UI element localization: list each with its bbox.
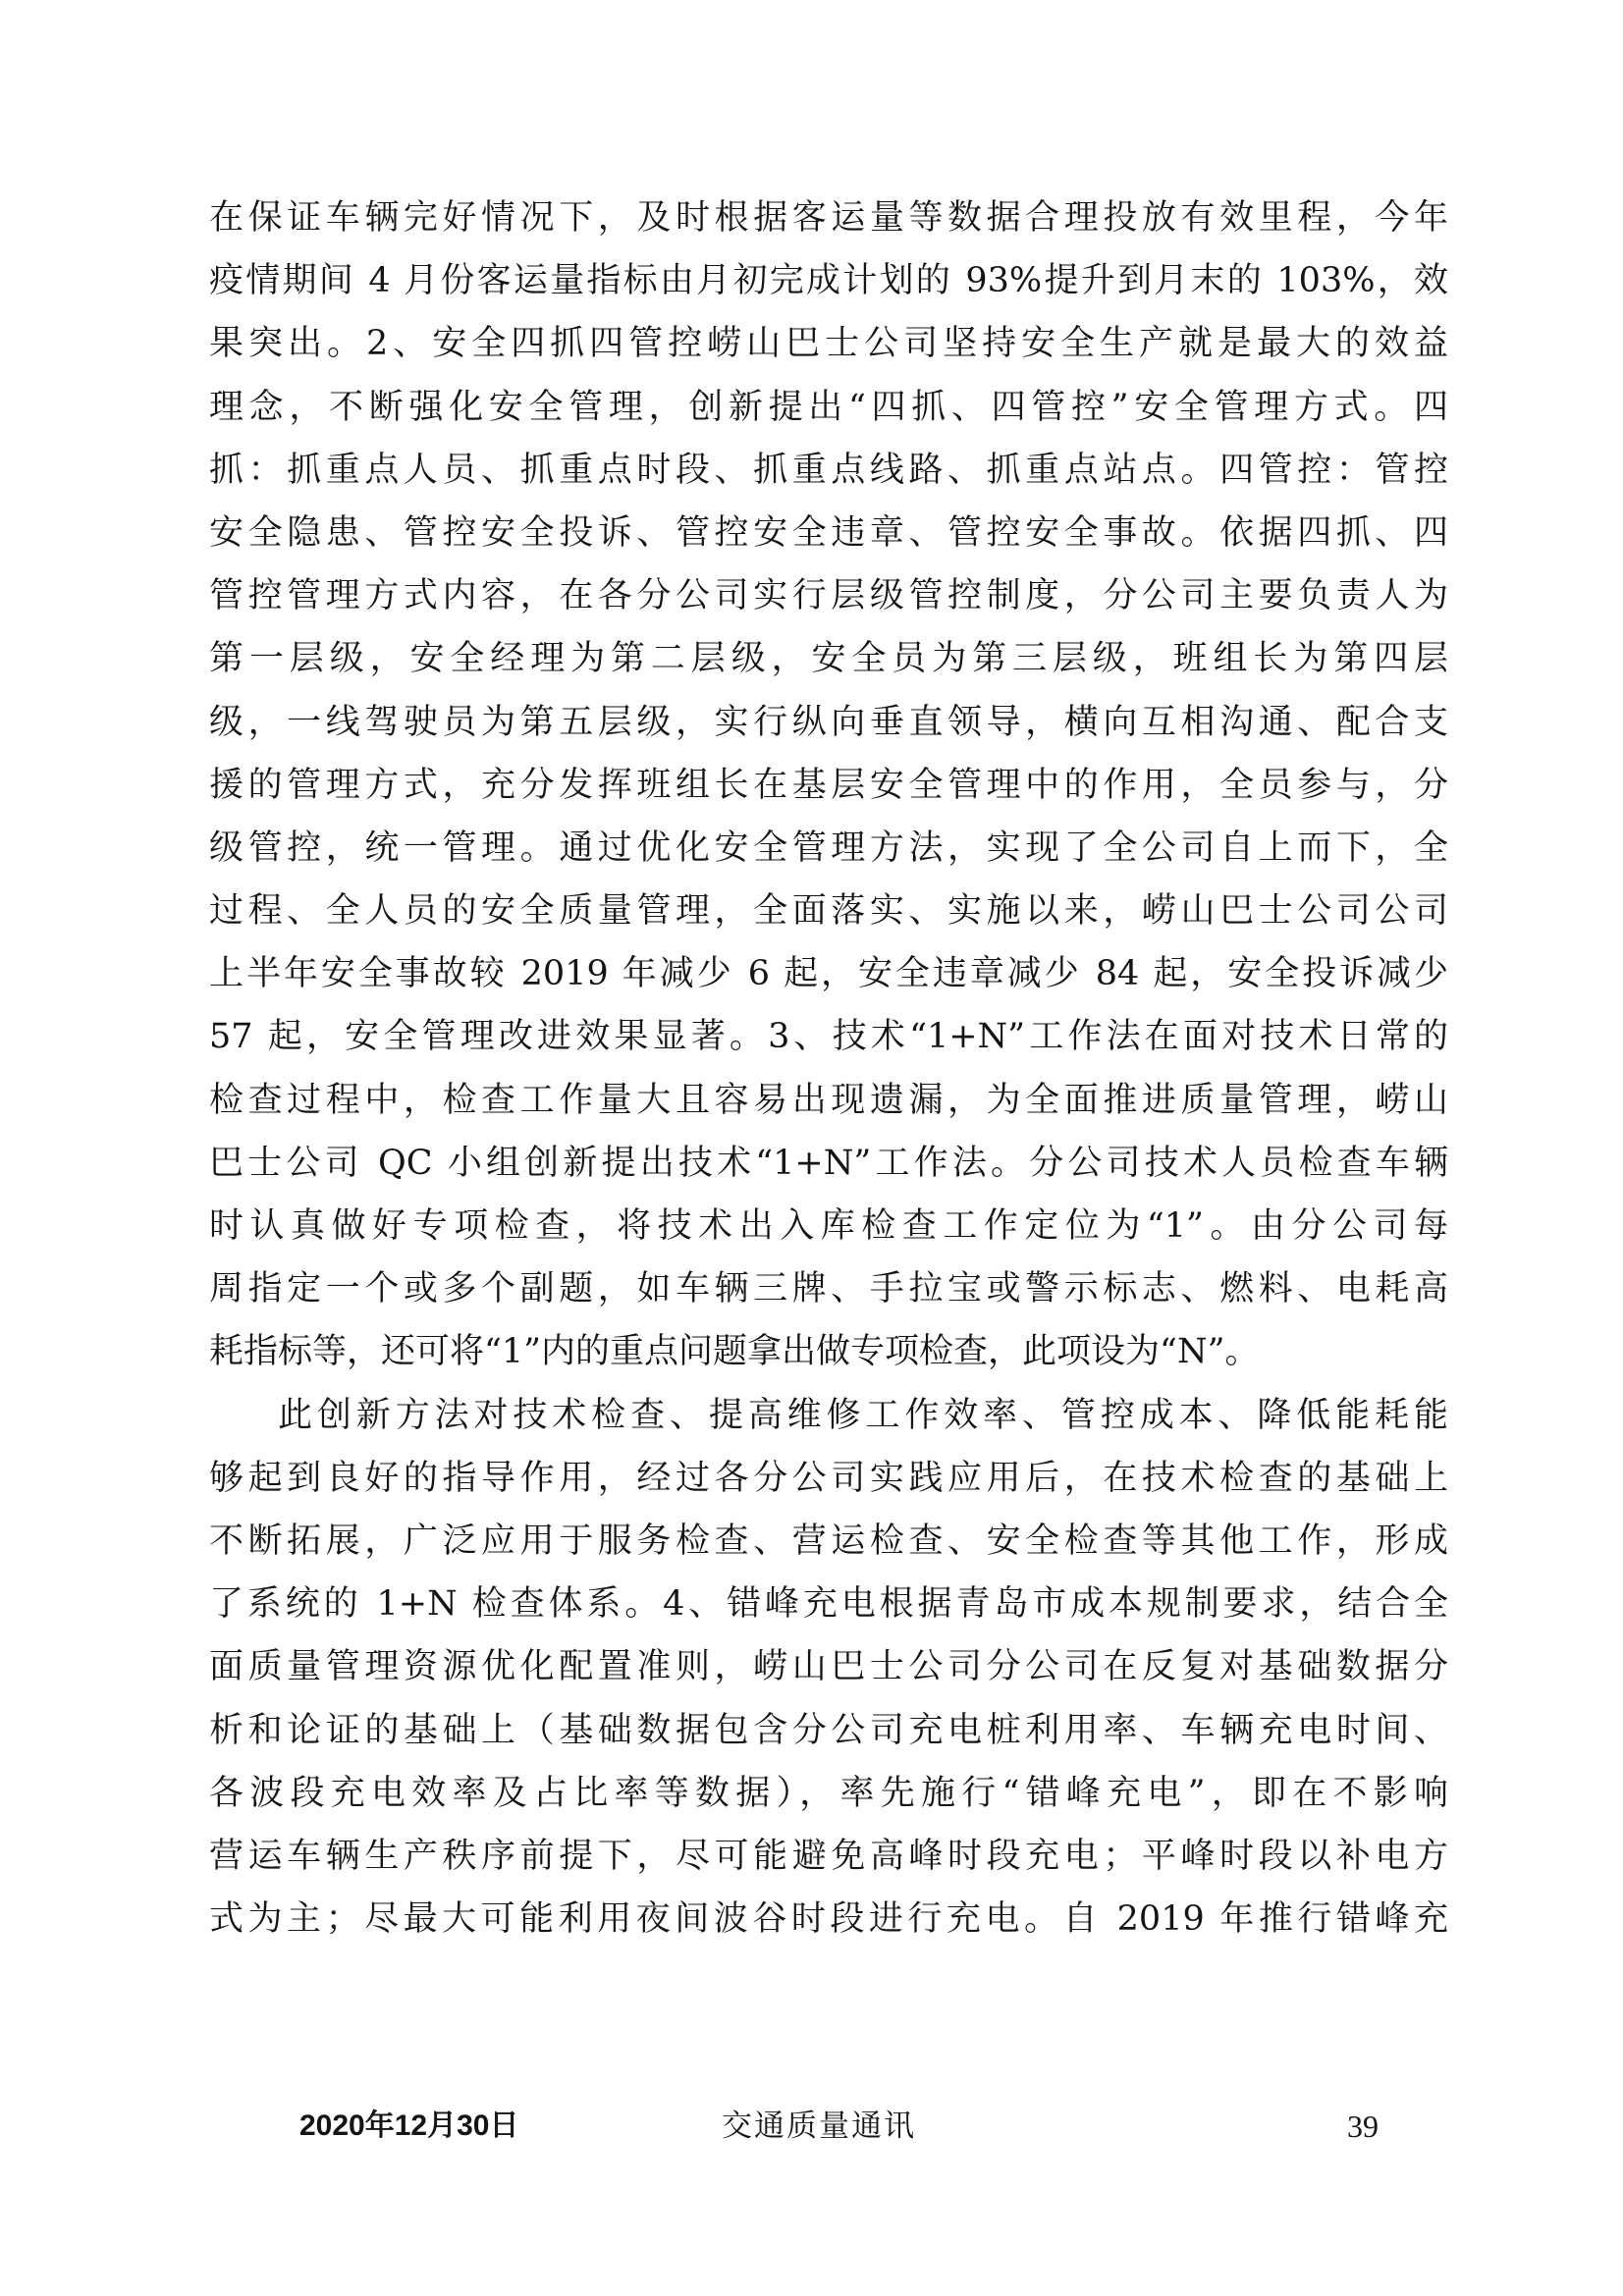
footer-journal-name: 交通质量通讯: [722, 2109, 916, 2144]
text-line: 检查过程中，检查工作量大且容易出现遗漏，为全面推进质量管理，崂山: [209, 1080, 1448, 1120]
footer-date: 2020年12月30日: [299, 2109, 519, 2142]
text-line: 在保证车辆完好情况下，及时根据客运量等数据合理投放有效里程，今年: [209, 198, 1448, 238]
text-line: 安全隐患、管控安全投诉、管控安全违章、管控安全事故。依据四抓、四: [209, 512, 1448, 553]
text-line: 不断拓展，广泛应用于服务检查、营运检查、安全检查等其他工作，形成: [209, 1521, 1448, 1561]
text-line: 果突出。2、安全四抓四管控崂山巴士公司坚持安全生产就是最大的效益: [209, 324, 1448, 364]
text-line: 面质量管理资源优化配置准则，崂山巴士公司分公司在反复对基础数据分: [209, 1647, 1448, 1687]
text-line: 援的管理方式，充分发挥班组长在基层安全管理中的作用，全员参与，分: [209, 765, 1448, 805]
text-line: 上半年安全事故较 2019 年减少 6 起，安全违章减少 84 起，安全投诉减少: [209, 954, 1448, 994]
article-body: [209, 187, 1448, 1950]
text-line: 第一层级，安全经理为第二层级，安全员为第三层级，班组长为第四层: [209, 639, 1448, 679]
text-line: 级，一线驾驶员为第五层级，实行纵向垂直领导，横向互相沟通、配合支: [209, 702, 1448, 742]
text-line: 营运车辆生产秩序前提下，尽可能避免高峰时段充电；平峰时段以补电方: [209, 1836, 1448, 1876]
text-line: 了系统的 1+N 检查体系。4、错峰充电根据青岛市成本规制要求，结合全: [209, 1584, 1448, 1625]
text-line: 周指定一个或多个副题，如车辆三牌、手拉宝或警示标志、燃料、电耗高: [209, 1269, 1448, 1309]
page-number: 39: [1347, 2109, 1379, 2144]
text-line: 式为主；尽最大可能利用夜间波谷时段进行充电。自 2019 年推行错峰充: [209, 1899, 1448, 1940]
text-line: 疫情期间 4 月份客运量指标由月初完成计划的 93%提升到月末的 103%，效: [209, 261, 1448, 301]
text-line: 时认真做好专项检查，将技术出入库检查工作定位为“1”。由分公司每: [209, 1206, 1448, 1246]
text-line: 理念，不断强化安全管理，创新提出“四抓、四管控”安全管理方式。四: [209, 387, 1448, 427]
paragraph: [209, 187, 1448, 1384]
text-line: 抓：抓重点人员、抓重点时段、抓重点线路、抓重点站点。四管控：管控: [209, 450, 1448, 490]
text-line: 够起到良好的指导作用，经过各分公司实践应用后，在技术检查的基础上: [209, 1458, 1448, 1498]
text-line: 各波段充电效率及占比率等数据），率先施行“错峰充电”，即在不影响: [209, 1773, 1448, 1813]
text-line: 过程、全人员的安全质量管理，全面落实、实施以来，崂山巴士公司公司: [209, 891, 1448, 932]
text-line: 57 起，安全管理改进效果显著。3、技术“1+N”工作法在面对技术日常的: [209, 1017, 1448, 1057]
text-line: 管控管理方式内容，在各分公司实行层级管控制度，分公司主要负责人为: [209, 576, 1448, 616]
text-line: 级管控，统一管理。通过优化安全管理方法，实现了全公司自上而下，全: [209, 828, 1448, 868]
text-line: 此创新方法对技术检查、提高维修工作效率、管控成本、降低能耗能: [278, 1395, 1448, 1435]
text-line: 耗指标等，还可将“1”内的重点问题拿出做专项检查，此项设为“N”。: [209, 1332, 1260, 1372]
text-line: 析和论证的基础上（基础数据包含分公司充电桩利用率、车辆充电时间、: [209, 1710, 1448, 1750]
text-line: 巴士公司 QC 小组创新提出技术“1+N”工作法。分公司技术人员检查车辆: [209, 1143, 1448, 1183]
paragraph: [209, 1384, 1448, 1951]
